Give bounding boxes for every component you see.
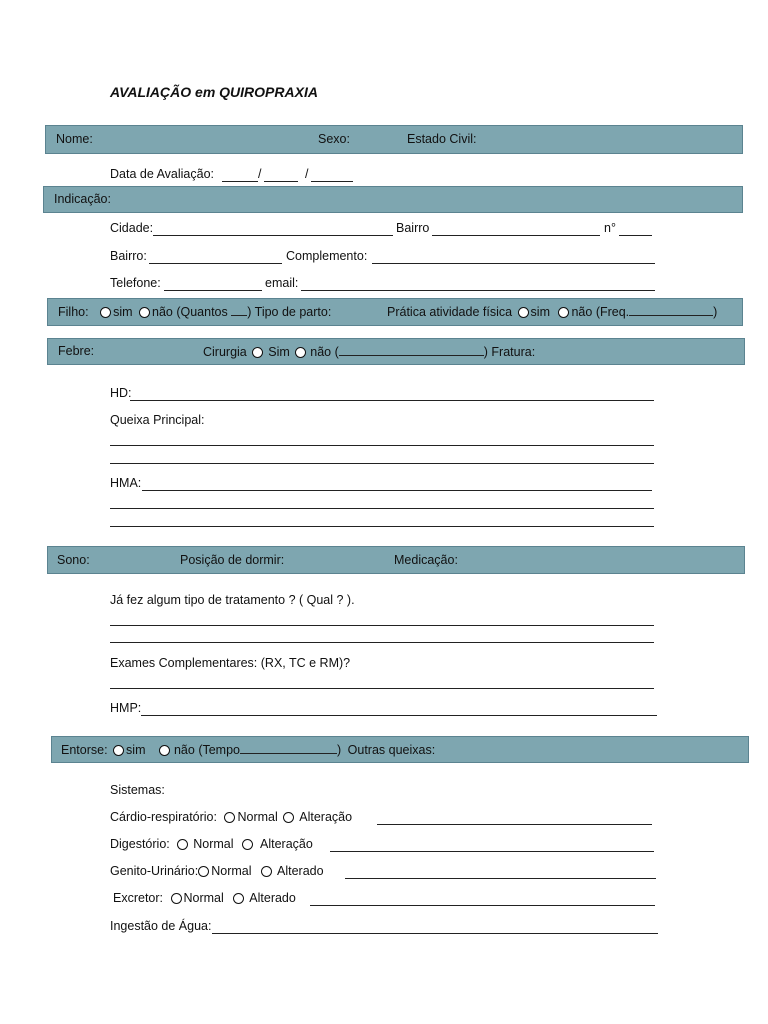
date-month-field[interactable] xyxy=(264,181,298,182)
febre-label: Febre: xyxy=(58,344,95,358)
bairro-field[interactable] xyxy=(432,235,600,236)
indicacao-label: Indicação: xyxy=(54,192,111,206)
filho-sim-label: sim xyxy=(113,305,133,319)
sono-label: Sono: xyxy=(57,553,90,567)
genito-field[interactable] xyxy=(345,878,656,879)
tratamento-field-2[interactable] xyxy=(110,642,654,643)
tempo-field[interactable] xyxy=(240,742,337,754)
agua-field[interactable] xyxy=(212,933,658,934)
bairro-label: Bairro xyxy=(396,221,430,235)
digestorio-row xyxy=(110,837,313,852)
atividade-label: Prática atividade física xyxy=(387,305,513,319)
queixa-field-1[interactable] xyxy=(110,445,654,446)
posicao-label: Posição de dormir: xyxy=(180,553,285,567)
atividade-sim-label: sim xyxy=(530,305,550,319)
excretor-normal-label: Normal xyxy=(183,891,224,905)
cardio-normal-label: Normal xyxy=(237,810,278,824)
email-label: email: xyxy=(265,276,299,290)
hd-label: HD: xyxy=(110,386,132,400)
hmp-field[interactable] xyxy=(141,715,657,716)
paren-close: ) xyxy=(337,743,342,757)
digestorio-normal-label: Normal xyxy=(193,837,234,851)
queixa-field-2[interactable] xyxy=(110,463,654,464)
entorse-label: Entorse: xyxy=(61,743,108,757)
hma-field-1[interactable] xyxy=(142,490,652,491)
filho-sim-radio[interactable] xyxy=(100,307,111,318)
queixa-label: Queixa Principal: xyxy=(110,413,205,427)
estado-civil-label: Estado Civil: xyxy=(407,132,477,146)
excretor-alt-label: Alterado xyxy=(249,891,296,905)
exames-label: Exames Complementares: (RX, TC e RM)? xyxy=(110,656,351,670)
header-bar-identification xyxy=(45,125,743,154)
excretor-label: Excretor: xyxy=(113,891,164,905)
email-field[interactable] xyxy=(301,290,655,291)
hma-field-3[interactable] xyxy=(110,526,654,527)
genito-row xyxy=(110,864,324,879)
bairro2-field[interactable] xyxy=(149,263,282,264)
digestorio-alt-label: Alteração xyxy=(260,837,313,851)
freq-field[interactable] xyxy=(629,304,713,316)
agua-label: Ingestão de Água: xyxy=(110,919,212,933)
hma-label: HMA: xyxy=(110,476,142,490)
atividade-nao-radio[interactable] xyxy=(558,307,569,318)
cardio-row xyxy=(110,810,352,825)
atividade-nao-label: não (Freq. xyxy=(571,305,630,319)
digestorio-normal-radio[interactable] xyxy=(177,839,188,850)
cardio-alt-label: Alteração xyxy=(299,810,353,824)
complemento-field[interactable] xyxy=(372,263,655,264)
entorse-nao-label: não (Tempo xyxy=(173,743,240,757)
excretor-field[interactable] xyxy=(310,905,655,906)
sistemas-label: Sistemas: xyxy=(110,783,165,797)
telefone-field[interactable] xyxy=(164,290,262,291)
paren-close: ) xyxy=(247,305,252,319)
nome-label: Nome: xyxy=(56,132,93,146)
date-separator: / xyxy=(305,167,309,181)
cirurgia-sim-label: Sim xyxy=(268,345,290,359)
entorse-sim-label: sim xyxy=(126,743,146,757)
date-separator: / xyxy=(258,167,262,181)
header-bar-indicacao xyxy=(43,186,743,213)
genito-alt-label: Alterado xyxy=(277,864,324,878)
atividade-sim-radio[interactable] xyxy=(518,307,529,318)
cirurgia-label: Cirurgia xyxy=(203,345,247,359)
fratura-label: Fratura: xyxy=(491,345,536,359)
hmp-label: HMP: xyxy=(110,701,142,715)
digestorio-label: Digestório: xyxy=(110,837,170,851)
numero-field[interactable] xyxy=(619,235,652,236)
tipo-parto-label: Tipo de parto: xyxy=(254,305,332,319)
cardio-label: Cárdio-respiratório: xyxy=(110,810,217,824)
entorse-nao-radio[interactable] xyxy=(159,745,170,756)
filho-label: Filho: xyxy=(58,305,89,319)
paren-close: ) xyxy=(483,345,488,359)
telefone-label: Telefone: xyxy=(110,276,161,290)
medicacao-label: Medicação: xyxy=(394,553,458,567)
digestorio-alt-radio[interactable] xyxy=(242,839,253,850)
cidade-label: Cidade: xyxy=(110,221,154,235)
numero-label: n° xyxy=(604,221,616,235)
cardio-normal-radio[interactable] xyxy=(224,812,235,823)
cardio-alt-radio[interactable] xyxy=(283,812,294,823)
data-avaliacao-label: Data de Avaliação: xyxy=(110,167,215,181)
excretor-row xyxy=(113,891,296,906)
cirurgia-nao-radio[interactable] xyxy=(295,347,306,358)
date-day-field[interactable] xyxy=(222,181,258,182)
genito-normal-label: Normal xyxy=(211,864,252,878)
outras-queixas-label: Outras queixas: xyxy=(347,743,436,757)
atividade-row xyxy=(387,304,717,320)
cirurgia-sim-radio[interactable] xyxy=(252,347,263,358)
filho-row xyxy=(58,304,331,320)
genito-label: Genito-Urinário: xyxy=(110,864,199,878)
excretor-normal-radio[interactable] xyxy=(171,893,182,904)
date-year-field[interactable] xyxy=(311,181,353,182)
entorse-sim-radio[interactable] xyxy=(113,745,124,756)
exames-field[interactable] xyxy=(110,688,654,689)
filho-nao-radio[interactable] xyxy=(139,307,150,318)
cirurgia-field[interactable] xyxy=(339,344,484,356)
cirurgia-nao-label: não ( xyxy=(310,345,339,359)
cirurgia-row xyxy=(203,344,535,360)
complemento-label: Complemento: xyxy=(286,249,368,263)
genito-alt-radio[interactable] xyxy=(261,866,272,877)
hma-field-2[interactable] xyxy=(110,508,654,509)
page-title: AVALIAÇÃO em QUIROPRAXIA xyxy=(110,84,318,100)
hd-field[interactable] xyxy=(130,400,654,401)
cidade-field[interactable] xyxy=(153,235,393,236)
paren-close: ) xyxy=(713,305,718,319)
excretor-alt-radio[interactable] xyxy=(233,893,244,904)
quantos-field[interactable] xyxy=(231,304,247,316)
digestorio-field[interactable] xyxy=(330,851,654,852)
filho-nao-label: não (Quantos xyxy=(152,305,228,319)
tratamento-field-1[interactable] xyxy=(110,625,654,626)
sexo-label: Sexo: xyxy=(318,132,350,146)
genito-normal-radio[interactable] xyxy=(198,866,209,877)
cardio-field[interactable] xyxy=(377,824,652,825)
bairro2-label: Bairro: xyxy=(110,249,147,263)
entorse-row xyxy=(61,742,435,758)
tratamento-label: Já fez algum tipo de tratamento ? ( Qual ? ). xyxy=(110,593,355,607)
